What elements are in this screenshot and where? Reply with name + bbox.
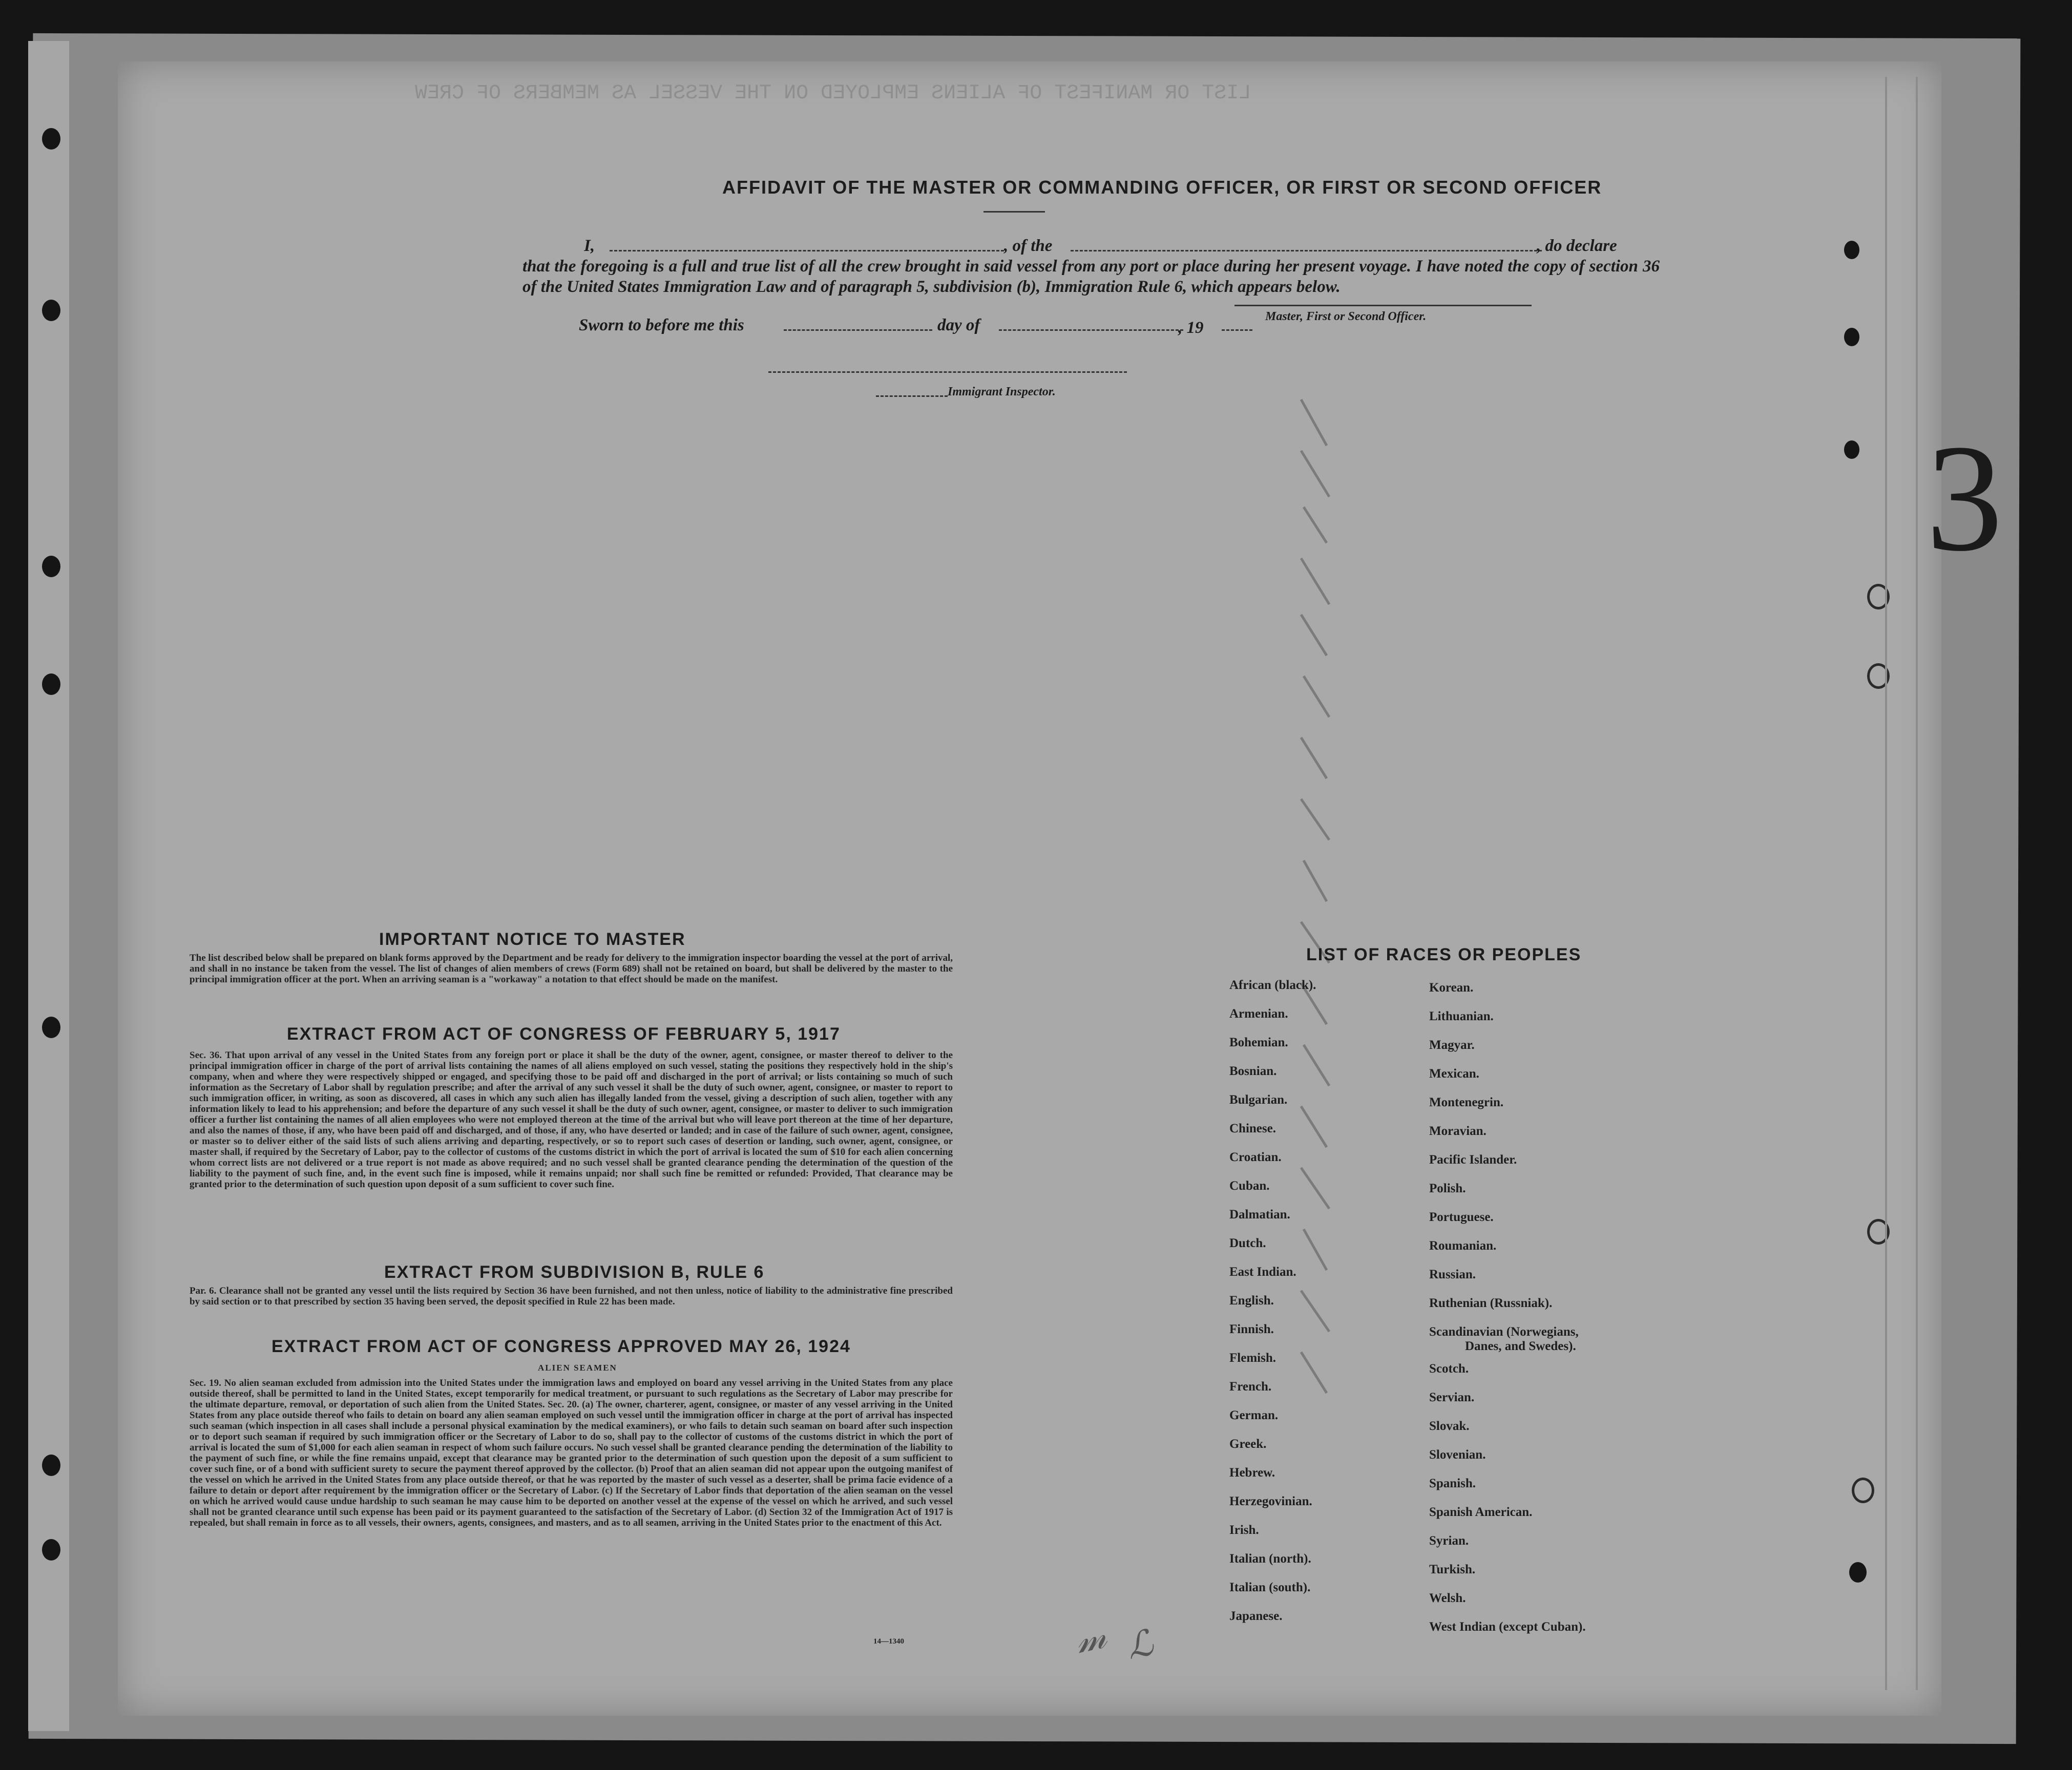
affidavit-title: AFFIDAVIT OF THE MASTER OR COMMANDING OFFICER, OR FIRST OR SECOND OFFICER — [722, 177, 1602, 198]
binder-hole — [42, 128, 60, 150]
sworn-day-of: day of — [937, 316, 980, 334]
notice-text: The list described below shall be prepared on blank forms approved by the Department and be ready for delivery to the immigration inspector boarding the vessel at the port of arrival, and shall in no instance be taken from the vessel. The list of changes of alien members of crews (Form 689) shall not be retained on board, but shall be delivered by the master to the principal immigration officer at the port. When an arriving seaman is a "workaway" a notation to that effect should be made on the manifest. — [190, 953, 953, 985]
race-item: Ruthenian (Russniak). — [1429, 1296, 1553, 1310]
race-item: Cuban. — [1229, 1179, 1270, 1193]
race-item: Flemish. — [1229, 1351, 1276, 1365]
races-title: LIST OF RACES OR PEOPLES — [1306, 945, 1582, 964]
extract-1917-text: Sec. 36. That upon arrival of any vessel in the United States from any foreign port or place it shall be the duty of the owner, agent, consignee, or master thereof to deliver to the principal immigration officer in charge of the port of arrival lists containing the names of all aliens employed on such vessel, stating the positions they respectively hold in the ship's company, when and where they were respectively shipped or engaged, and specifying those to be paid off and discharged in the port of arrival; or lists containing so much of such information as the Secretary of Labor shall by regulation prescribe; and after the arrival of any such vessel it shall be the duty of such owner, agent, consignee, or master to report to such immigration officer, in writing, as soon as discovered, all cases in which any such alien has illegally landed from the vessel, giving a description of such alien, together with any information likely to lead to his apprehension; and before the departure of any such vessel it shall be the duty of such owner, agent, consignee, or master to deliver to such immigration officer a further list containing the names of all alien employees who were not employed thereon at the time of the arrival but who will leave port thereon at the time of her departure, and also the names of those, if any, who have been paid off and discharged, and of those, if any, who have deserted or landed; and in case of the failure of such owner, agent, consignee, or master so to deliver either of the said lists of such aliens arriving and departing, respectively, or so to report such cases of desertion or landing, such owner, agent, consignee, or master shall, if required by the Secretary of Labor, pay to the collector of customs of the customs district in which the port of arrival is located the sum of $10 for each alien concerning whom correct lists are not delivered or a true report is not made as above required; and no such vessel shall be granted clearance pending the determination of the question of the liability to the payment of such fine, and, in the event such fine is imposed, while it remains unpaid; nor shall such fine be remitted or refunded: Provided, That clearance may be granted prior to the determination of such question upon deposit of a sum sufficient to cover such fine. — [190, 1050, 953, 1190]
extract-1924-subtitle: ALIEN SEAMEN — [538, 1363, 617, 1373]
binder-hole — [1849, 1562, 1867, 1583]
race-item: Danes, and Swedes). — [1465, 1339, 1576, 1353]
races-left-column — [1229, 978, 1455, 1695]
race-item: Chinese. — [1229, 1122, 1276, 1135]
race-item: Syrian. — [1429, 1534, 1469, 1548]
sworn-label: Sworn to before me this — [579, 316, 744, 334]
sworn-month-line — [999, 329, 1183, 331]
race-item: Mexican. — [1429, 1067, 1479, 1081]
race-item: German. — [1229, 1408, 1279, 1422]
race-item: Finnish. — [1229, 1322, 1274, 1336]
extract-1924-text: Sec. 19. No alien seaman excluded from admission into the United States under the immigration laws and employed on board any vessel arriving in the United States from any place outside thereof, shall be permitted to land in the United States, except temporarily for medical treatment, or pursuant to such regulations as the Secretary of Labor may prescribe for the ultimate departure, removal, or deportation of such alien from the United States. Sec. 20. (a) The owner, charterer, agent, consignee, or master of any vessel arriving in the United States from any place outside thereof who fails to detain on board any alien seaman employed on such vessel until the immigration officer in charge at the port of arrival has inspected such seaman (which inspection in all cases shall include a personal physical examination by the medical examiners), or who fails to detain such seaman on board after such inspection or to deport such seaman if required by such immigration officer or the Secretary of Labor to do so, shall pay to the collector of customs of the customs district in which the port of arrival is located the sum of $1,000 for each alien seaman in respect of whom such failure occurs. No such vessel shall be granted clearance pending the determination of the liability to the payment of such fine, or while the fine remains unpaid, except that clearance may be granted prior to the determination of such question upon the deposit of a sum sufficient to cover such fine, or of a bond with sufficient surety to secure the payment thereof approved by the collector. (b) Proof that an alien seaman did not appear upon the outgoing manifest of the vessel on which he arrived in the United States from any place outside thereof, or that he was reported by the master of such vessel as a deserter, shall be prima facie evidence of a failure to detain or deport after requirement by the immigration officer or the Secretary of Labor. (c) If the Secretary of Labor finds that deportation of the alien seaman on the vessel on which he arrived would cause undue hardship to such seaman he may cause him to be deported on another vessel at the expense of the vessel on which he arrived, and such vessel shall not be granted clearance until such expense has been paid or its payment guaranteed to the satisfaction of the Secretary of Labor. (d) Section 32 of the Immigration Act of 1917 is repealed, but shall remain in force as to all vessels, their owners, agents, consignees, and masters, and as to all seamen, arriving in the United States prior to the enactment of this Act. — [190, 1378, 953, 1528]
inspector-short-line — [876, 395, 948, 397]
race-item: Armenian. — [1229, 1007, 1288, 1021]
binder-hole — [42, 673, 60, 695]
race-item: Bohemian. — [1229, 1036, 1288, 1049]
race-item: Spanish American. — [1429, 1505, 1533, 1519]
notice-title: IMPORTANT NOTICE TO MASTER — [379, 930, 686, 949]
race-item: Turkish. — [1429, 1563, 1476, 1576]
race-item: Montenegrin. — [1429, 1095, 1504, 1109]
extract-1924-title: EXTRACT FROM ACT OF CONGRESS APPROVED MAY 26, 1924 — [271, 1337, 851, 1356]
binder-hole — [42, 1017, 60, 1038]
race-item: Irish. — [1229, 1523, 1259, 1537]
race-item: East Indian. — [1229, 1265, 1296, 1279]
race-item: Italian (south). — [1229, 1581, 1311, 1594]
affidavit-body: that the foregoing is a full and true list of all the crew brought in said vessel from any port or place during her present voyage. I have noted the copy of section 36 of the United States Immigration Law and of paragraph 5, subdivision (b), Immigration Rule 6, which appears below. — [522, 257, 1660, 296]
binder-hole — [42, 300, 60, 321]
form-number: 14—1340 — [873, 1637, 904, 1646]
sworn-year: , 19 — [1178, 319, 1204, 337]
bleed-through-ruling — [1885, 77, 1887, 1690]
affidavit-do-declare: , do declare — [1537, 237, 1617, 255]
race-item: Russian. — [1429, 1268, 1476, 1281]
race-item: Bulgarian. — [1229, 1093, 1288, 1107]
name-line — [610, 250, 1004, 251]
race-item: Magyar. — [1429, 1038, 1475, 1052]
race-item: Portuguese. — [1429, 1210, 1494, 1224]
race-item: Hebrew. — [1229, 1466, 1275, 1480]
race-item: Scotch. — [1429, 1362, 1469, 1376]
race-item: Spanish. — [1429, 1477, 1476, 1490]
affidavit-i-label: I, — [584, 237, 595, 255]
sworn-day-line — [784, 329, 932, 331]
race-item: Bosnian. — [1229, 1064, 1277, 1078]
race-item: Welsh. — [1429, 1591, 1466, 1605]
race-item: Lithuanian. — [1429, 1009, 1494, 1023]
race-item: Dutch. — [1229, 1236, 1266, 1250]
faint-signature: 𝓂 — [1072, 1616, 1110, 1661]
bleed-through-ruling — [1916, 77, 1918, 1690]
master-signature-label: Master, First or Second Officer. — [1265, 310, 1427, 323]
race-item: West Indian (except Cuban). — [1429, 1620, 1586, 1634]
extract-1917-title: EXTRACT FROM ACT OF CONGRESS OF FEBRUARY 5, 1917 — [287, 1024, 841, 1044]
handwritten-number: 3 — [1926, 413, 2003, 583]
master-signature-line — [1234, 305, 1532, 306]
binder-hole — [42, 556, 60, 577]
binder-ring — [1852, 1478, 1874, 1503]
race-item: Polish. — [1429, 1182, 1466, 1195]
race-item: Moravian. — [1429, 1124, 1487, 1138]
race-item: Servian. — [1429, 1390, 1475, 1404]
race-item: Korean. — [1429, 981, 1474, 995]
binder-hole — [1844, 440, 1859, 459]
inspector-signature-line — [768, 371, 1127, 373]
binder-hole — [1844, 328, 1859, 346]
binder-hole — [1844, 241, 1859, 259]
race-item: Slovenian. — [1429, 1448, 1486, 1462]
race-item: Greek. — [1229, 1437, 1267, 1451]
extract-rule6-title: EXTRACT FROM SUBDIVISION B, RULE 6 — [384, 1262, 765, 1282]
bleed-through-header: LIST OR MANIFEST OF ALIENS EMPLOYED ON THE VESSEL AS MEMBERS OF CREW — [415, 82, 1251, 105]
binder-hole — [42, 1455, 60, 1476]
race-item: Slovak. — [1429, 1419, 1470, 1433]
title-rule — [983, 211, 1045, 213]
affidavit-of-the: , of the — [1004, 237, 1053, 255]
extract-rule6-text: Par. 6. Clearance shall not be granted any vessel until the lists required by Section 36 have been furnished, and not then unless, notice of liability to the administrative fine prescribed by said section or to that prescribed by section 35 having been served, the deposit specified in Rule 22 has been made. — [190, 1286, 953, 1307]
race-item: Japanese. — [1229, 1609, 1283, 1623]
race-item: Herzegovinian. — [1229, 1494, 1312, 1508]
race-item: English. — [1229, 1294, 1274, 1308]
vessel-line — [1071, 250, 1542, 251]
inspector-label: Immigrant Inspector. — [948, 385, 1056, 398]
race-item: Scandinavian (Norwegians, — [1429, 1325, 1579, 1339]
race-item: French. — [1229, 1380, 1272, 1394]
race-item: Croatian. — [1229, 1150, 1282, 1164]
manifest-page — [118, 61, 1941, 1716]
race-item: Roumanian. — [1429, 1239, 1497, 1253]
races-right-column — [1429, 981, 1736, 1698]
faint-signature: ℒ — [1123, 1623, 1157, 1668]
race-item: Italian (north). — [1229, 1552, 1311, 1566]
race-item: Dalmatian. — [1229, 1208, 1290, 1221]
race-item: Pacific Islander. — [1429, 1153, 1517, 1167]
sworn-year-line — [1222, 329, 1252, 331]
binder-hole — [42, 1539, 60, 1561]
race-item: African (black). — [1229, 978, 1316, 992]
left-page-edge — [28, 41, 69, 1731]
